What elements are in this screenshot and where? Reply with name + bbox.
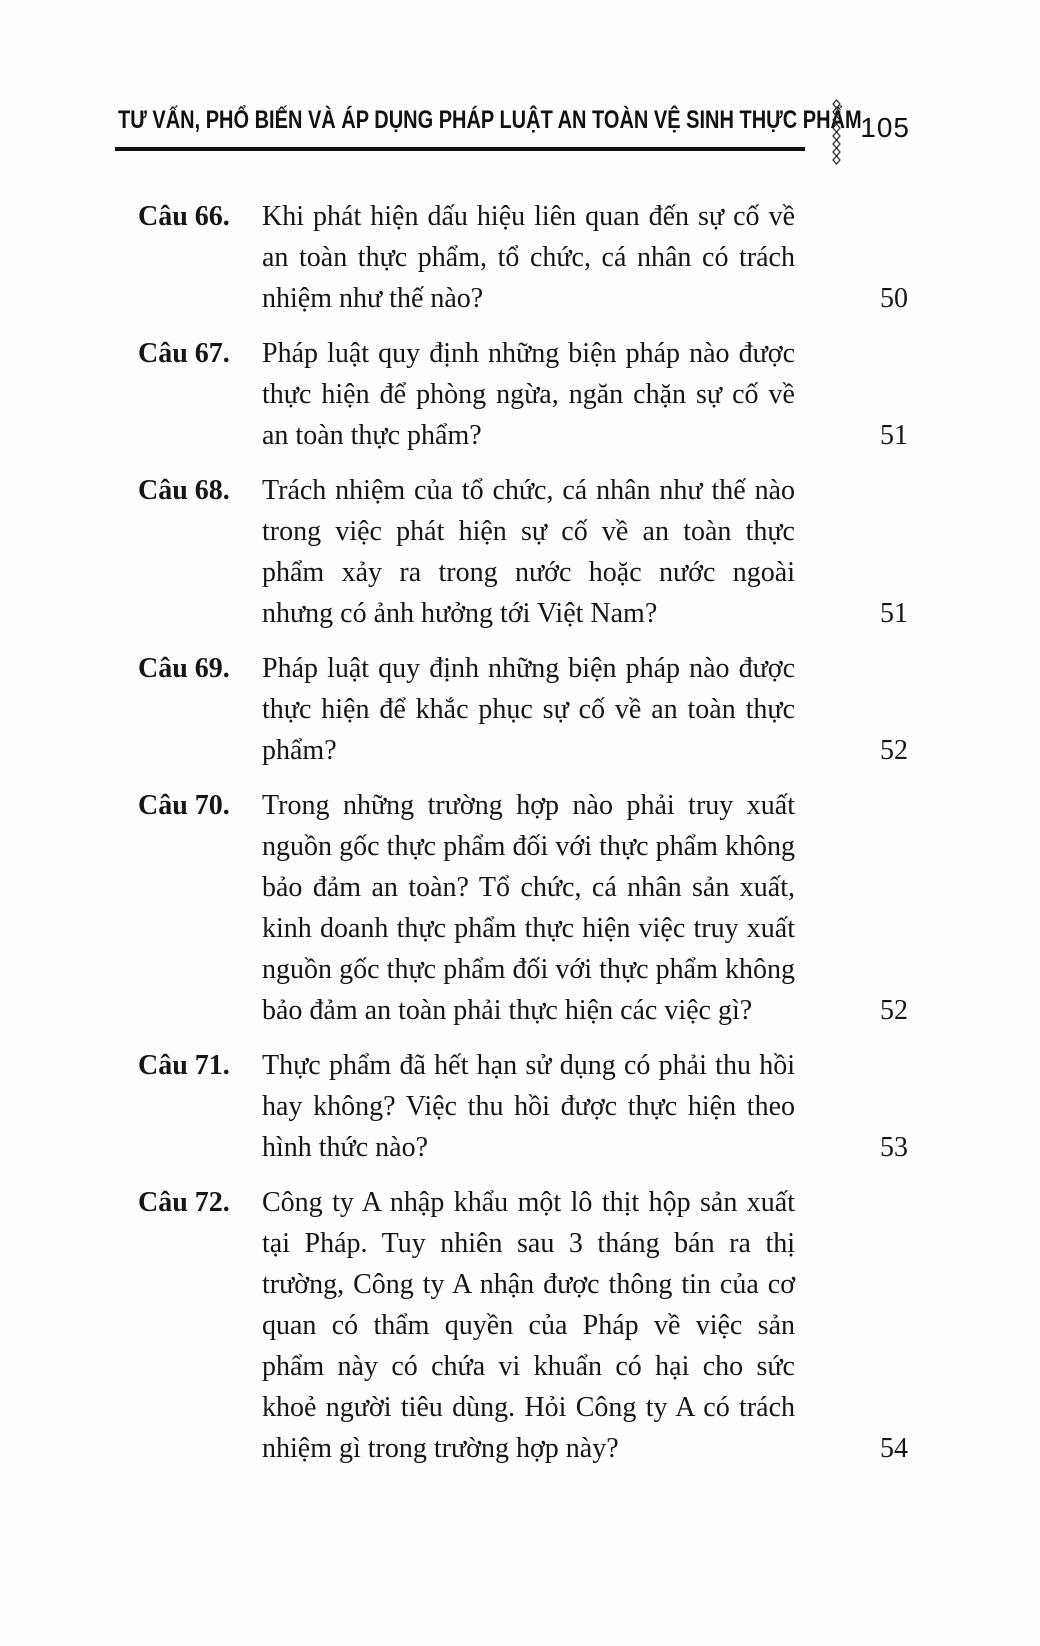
header-underline (115, 147, 805, 151)
toc-entry (138, 333, 908, 456)
toc-list (138, 196, 908, 1483)
question-number: Câu 66. (138, 201, 230, 232)
toc-entry (138, 196, 908, 319)
question-text: Khi phát hiện dấu hiệu liên quan đến sự cố về an toàn thực phẩm, tổ chức, cá nhân có trách nhiệm như thế nào? (262, 201, 795, 314)
page-ref: 52 (880, 735, 908, 766)
question-text: Trong những trường hợp nào phải truy xuất nguồn gốc thực phẩm đối với thực phẩm không bảo đảm an toàn? Tổ chức, cá nhân sản xuất, kinh doanh thực phẩm thực hiện việc truy xuất nguồn gốc thực phẩm đối với thực phẩm không bảo đảm an toàn phải thực hiện các việc gì? (262, 790, 795, 1026)
toc-entry (138, 1045, 908, 1168)
header-page-number: 105 (860, 112, 910, 143)
question-text: Trách nhiệm của tổ chức, cá nhân như thế nào trong việc phát hiện sự cố về an toàn thực phẩm xảy ra trong nước hoặc nước ngoài nhưng có ảnh hưởng tới Việt Nam? (262, 475, 795, 629)
toc-entry (138, 1182, 908, 1469)
page-ref: 51 (880, 598, 908, 629)
question-number: Câu 67. (138, 338, 230, 369)
question-number: Câu 68. (138, 475, 230, 506)
question-text: Công ty A nhập khẩu một lô thịt hộp sản xuất tại Pháp. Tuy nhiên sau 3 tháng bán ra thị trường, Công ty A nhận được thông tin của cơ quan có thẩm quyền của Pháp về việc sản phẩm này có chứa vi khuẩn có hại cho sức khoẻ người tiêu dùng. Hỏi Công ty A có trách nhiệm gì trong trường hợp này? (262, 1187, 795, 1464)
page-ref: 51 (880, 420, 908, 451)
question-text: Thực phẩm đã hết hạn sử dụng có phải thu hồi hay không? Việc thu hồi được thực hiện theo hình thức nào? (262, 1050, 795, 1163)
question-number: Câu 70. (138, 790, 230, 821)
toc-entry (138, 785, 908, 1031)
page-ref: 52 (880, 995, 908, 1026)
question-text: Pháp luật quy định những biện pháp nào được thực hiện để phòng ngừa, ngăn chặn sự cố về an toàn thực phẩm? (262, 338, 795, 451)
question-text: Pháp luật quy định những biện pháp nào được thực hiện để khắc phục sự cố về an toàn thực phẩm? (262, 653, 795, 766)
running-header-title: TƯ VẤN, PHỔ BIẾN VÀ ÁP DỤNG PHÁP LUẬT AN TOÀN VỆ SINH THỰC PHẨM (118, 106, 862, 134)
page-ref: 54 (880, 1433, 908, 1464)
question-number: Câu 72. (138, 1187, 230, 1218)
toc-entry (138, 648, 908, 771)
page-ref: 53 (880, 1132, 908, 1163)
question-number: Câu 69. (138, 653, 230, 684)
question-number: Câu 71. (138, 1050, 230, 1081)
toc-entry (138, 470, 908, 634)
braid-divider-icon (832, 99, 841, 170)
page-ref: 50 (880, 283, 908, 314)
